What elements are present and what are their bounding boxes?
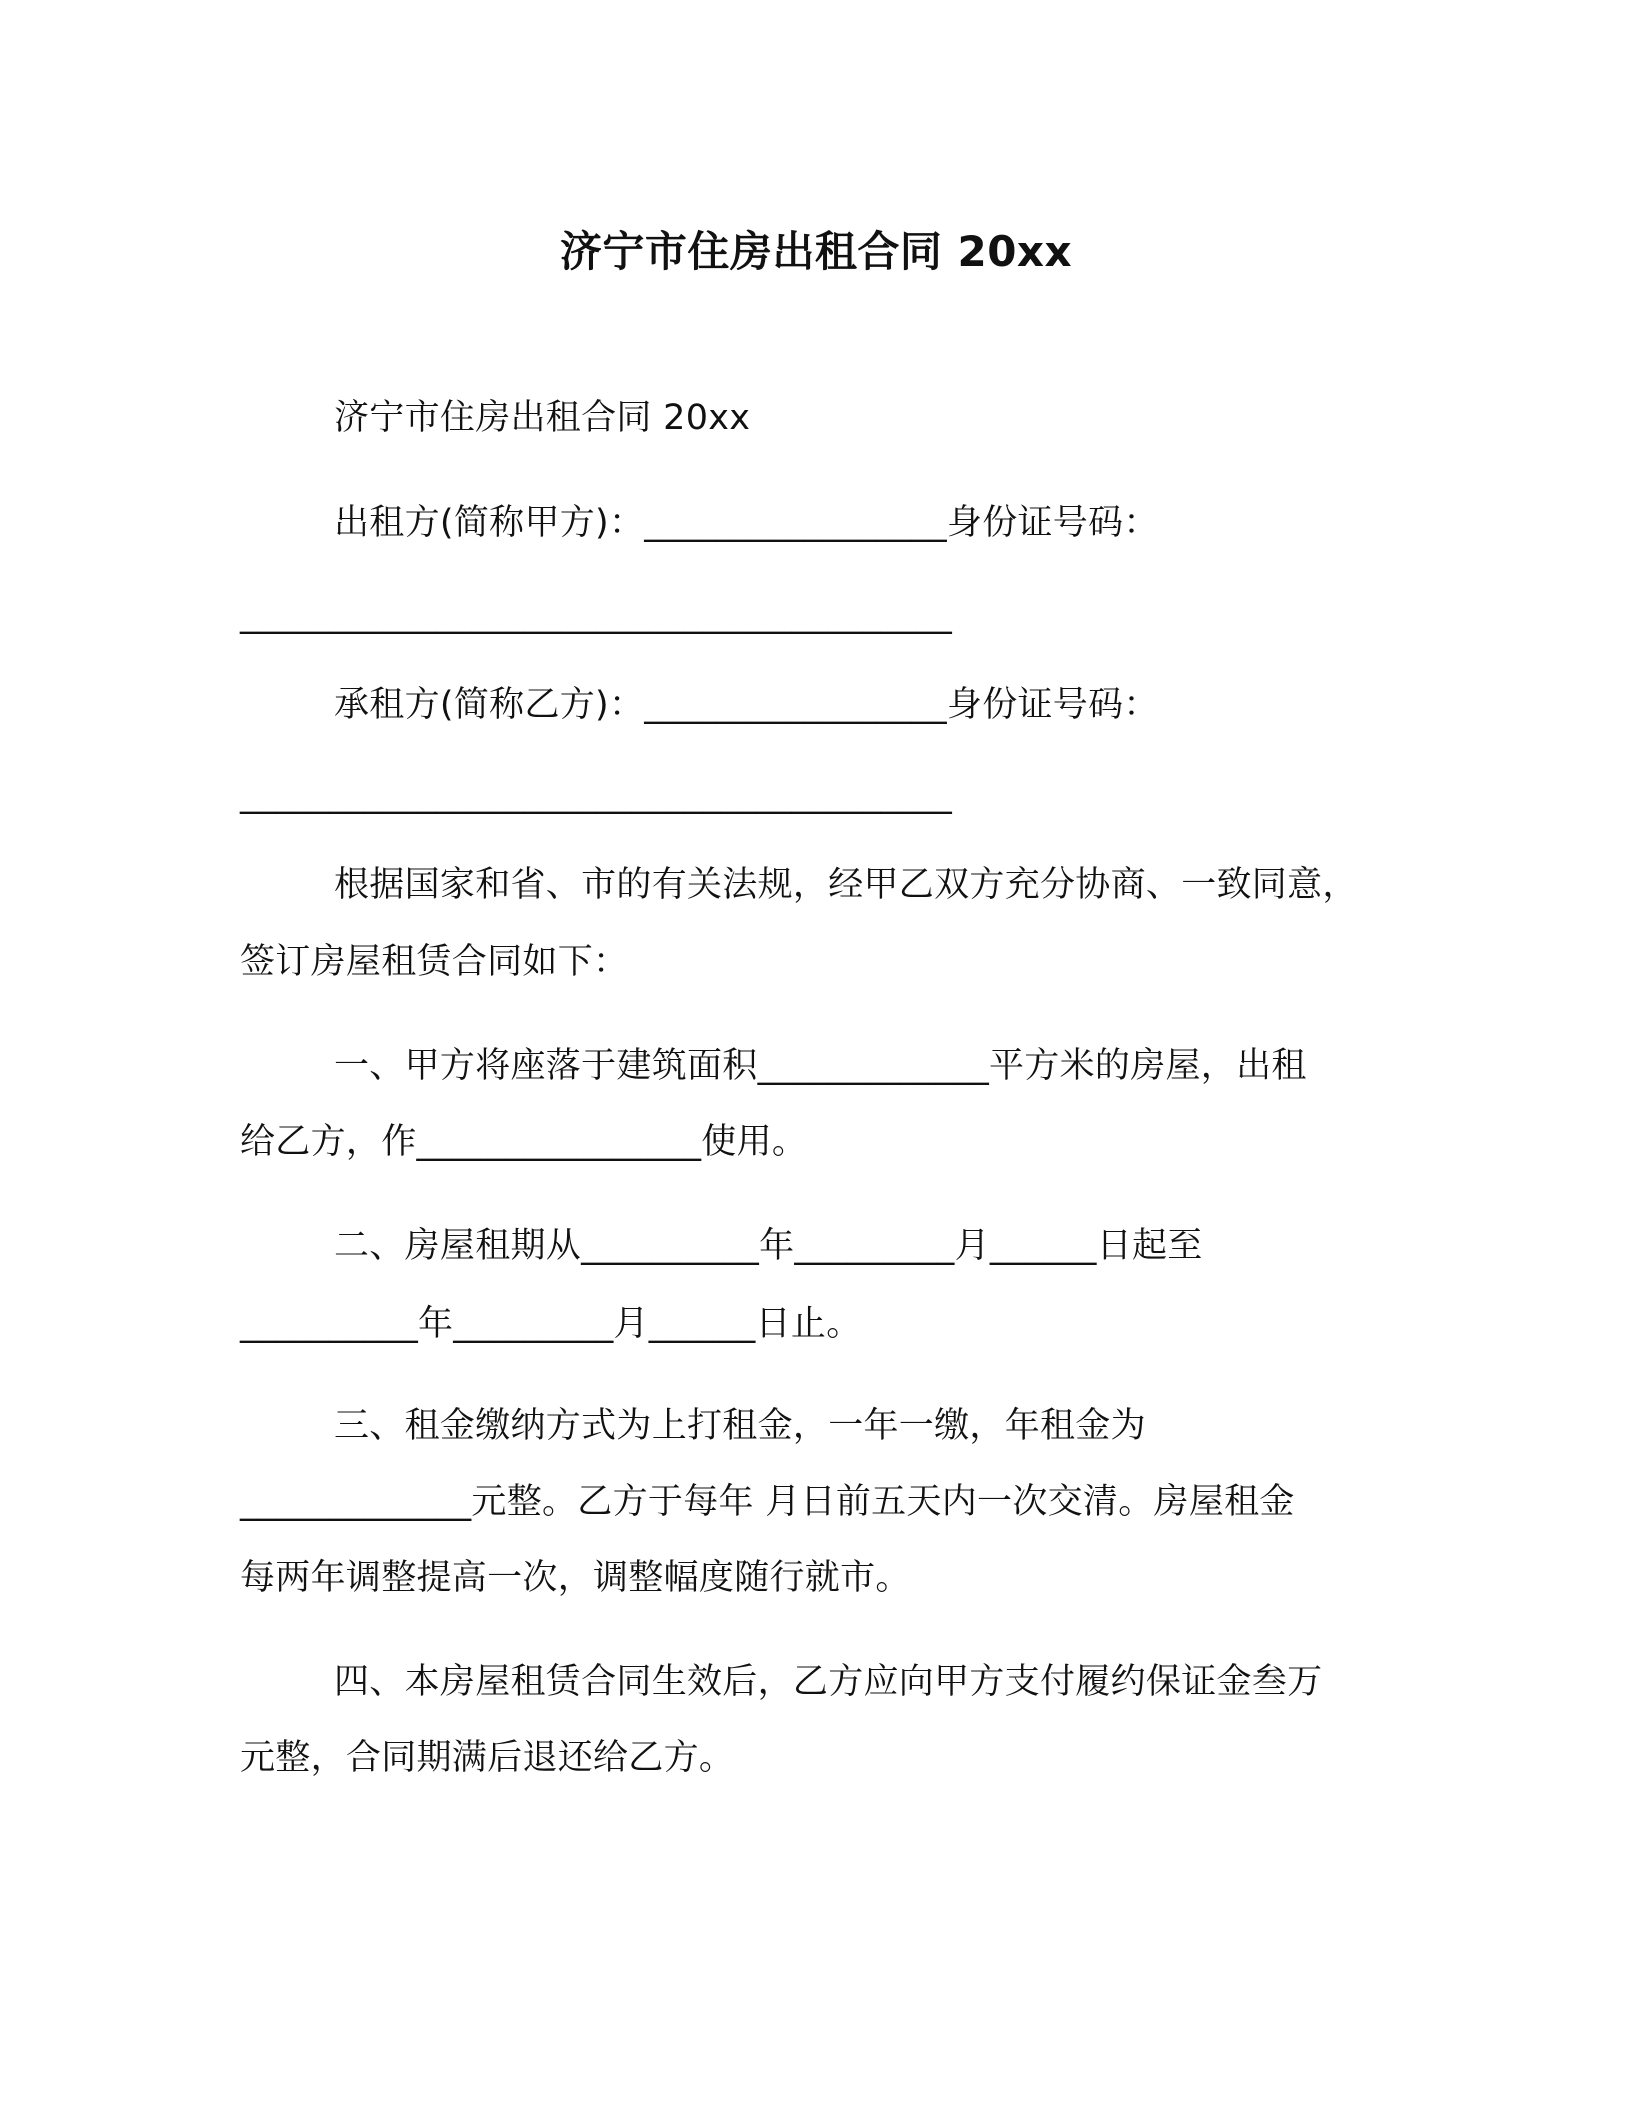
clause-1-line-2: 给乙方，作________________使用。	[240, 1122, 808, 1162]
clause-4-line-1: 四、本房屋租赁合同生效后，乙方应向甲方支付履约保证金叁万	[334, 1662, 1323, 1702]
clause-2-line-2: __________年_________月______日止。	[240, 1304, 862, 1344]
clause-1-line-1: 一、甲方将座落于建筑面积_____________平方米的房屋，出租	[334, 1046, 1307, 1086]
preamble-line-2: 签订房屋租赁合同如下：	[240, 942, 629, 982]
document-title: 济宁市住房出租合同 20xx	[559, 227, 1073, 276]
party-a-id-blank: ________________________________________	[240, 595, 952, 635]
clause-4-line-2: 元整，合同期满后退还给乙方。	[240, 1738, 735, 1778]
party-b-line-1: 承租方(简称乙方)：_________________身份证号码：	[334, 685, 1159, 725]
clause-3-line-1: 三、租金缴纳方式为上打租金，一年一缴，年租金为	[334, 1406, 1146, 1446]
party-a-line-1: 出租方(简称甲方)：_________________身份证号码：	[334, 503, 1159, 543]
clause-2-line-1: 二、房屋租期从__________年_________月______日起至	[334, 1226, 1203, 1266]
preamble-line-1: 根据国家和省、市的有关法规，经甲乙双方充分协商、一致同意，	[334, 865, 1358, 905]
document-subtitle: 济宁市住房出租合同 20xx	[334, 398, 751, 438]
clause-3-line-2: _____________元整。乙方于每年 月日前五天内一次交清。房屋租金	[240, 1482, 1295, 1522]
clause-3-line-3: 每两年调整提高一次，调整幅度随行就市。	[240, 1558, 911, 1598]
party-b-id-blank: ________________________________________	[240, 775, 952, 815]
